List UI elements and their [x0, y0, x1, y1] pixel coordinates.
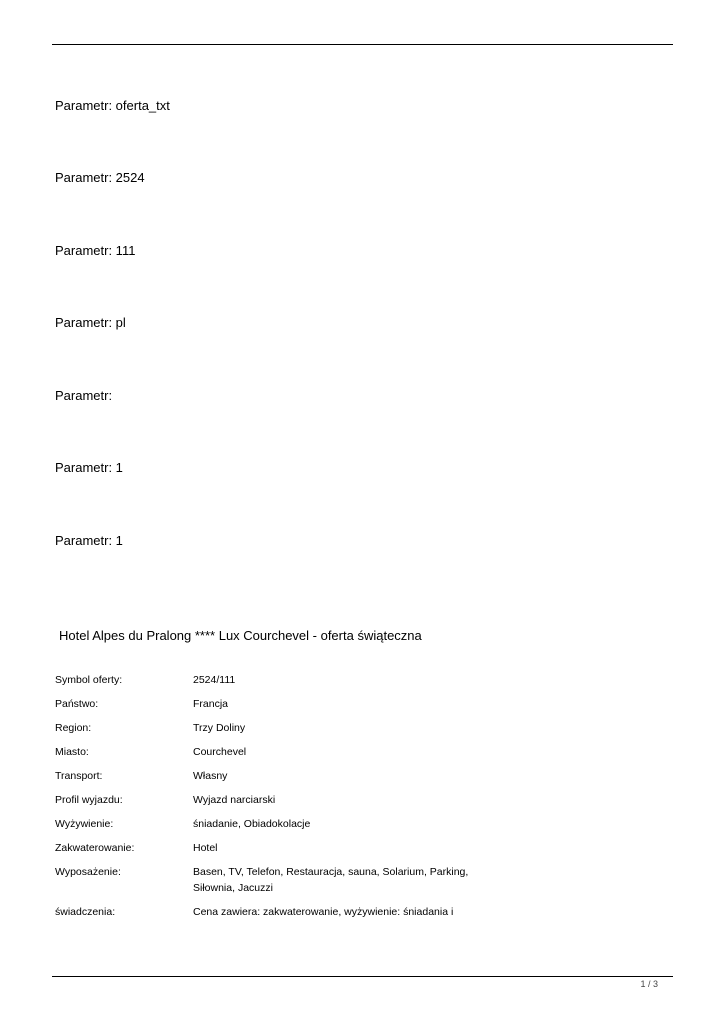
detail-row-region — [55, 720, 555, 736]
detail-value: 2524/111 — [193, 674, 236, 686]
detail-row-board — [55, 816, 555, 832]
detail-value: Wyjazd narciarski — [193, 794, 276, 806]
detail-value: Trzy Doliny — [193, 722, 246, 734]
detail-value: Courchevel — [193, 746, 247, 758]
parameter-line: Parametr: pl — [55, 315, 126, 330]
detail-label: Państwo: — [55, 698, 99, 710]
parameter-line: Parametr: oferta_txt — [55, 98, 170, 113]
detail-label: Wyżywienie: — [55, 818, 114, 830]
page-number: 1 / 3 — [640, 979, 658, 989]
parameter-line: Parametr: 1 — [55, 533, 123, 548]
detail-label: Region: — [55, 722, 92, 734]
detail-row-services — [55, 904, 555, 920]
detail-label: świadczenia: — [55, 906, 116, 918]
parameter-line: Parametr: 2524 — [55, 170, 145, 185]
header-rule — [52, 44, 673, 45]
offer-details-table — [55, 672, 555, 928]
detail-row-transport — [55, 768, 555, 784]
detail-label: Profil wyjazdu: — [55, 794, 123, 806]
detail-value: Hotel — [193, 842, 218, 854]
parameter-line: Parametr: 1 — [55, 460, 123, 475]
detail-label: Zakwaterowanie: — [55, 842, 135, 854]
detail-value: śniadanie, Obiadokolacje — [193, 818, 311, 830]
detail-row-trip-profile — [55, 792, 555, 808]
detail-row-accommodation — [55, 840, 555, 856]
detail-value: Cena zawiera: zakwaterowanie, wyżywienie: śniadania i — [193, 906, 454, 918]
detail-label: Transport: — [55, 770, 103, 782]
detail-row-symbol — [55, 672, 555, 688]
footer-rule — [52, 976, 673, 977]
detail-value: Basen, TV, Telefon, Restauracja, sauna, Solarium, Parking, Siłownia, Jacuzzi — [193, 866, 469, 894]
detail-label: Symbol oferty: — [55, 674, 123, 686]
detail-value: Własny — [193, 770, 228, 782]
parameter-line: Parametr: 111 — [55, 243, 136, 258]
detail-row-amenities — [55, 864, 555, 896]
detail-row-country — [55, 696, 555, 712]
detail-value: Francja — [193, 698, 229, 710]
parameter-line: Parametr: — [55, 388, 113, 403]
offer-title: Hotel Alpes du Pralong **** Lux Courchevel - oferta świąteczna — [59, 628, 422, 643]
detail-label: Wyposażenie: — [55, 866, 121, 878]
detail-row-city — [55, 744, 555, 760]
detail-label: Miasto: — [55, 746, 89, 758]
